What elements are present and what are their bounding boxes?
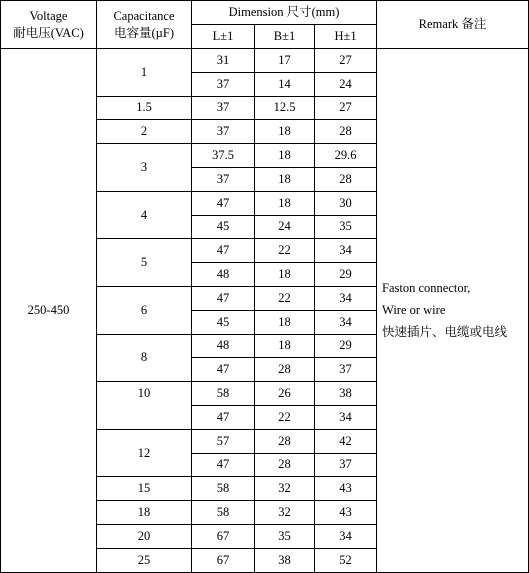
height-cell: 29.6 [315,144,377,168]
breadth-cell: 18 [255,263,315,287]
breadth-cell: 18 [255,120,315,144]
length-cell: 67 [192,548,255,572]
length-cell: 47 [192,191,255,215]
length-cell: 47 [192,239,255,263]
height-cell: 24 [315,72,377,96]
breadth-cell: 18 [255,310,315,334]
height-cell: 34 [315,239,377,263]
remark-line: Faston connector, [382,281,471,296]
capacitance-cell: 2 [97,120,192,144]
length-cell: 37 [192,167,255,191]
length-cell: 37.5 [192,144,255,168]
breadth-cell: 28 [255,358,315,382]
height-cell: 34 [315,310,377,334]
breadth-cell: 18 [255,167,315,191]
height-cell: 29 [315,263,377,287]
height-cell: 28 [315,167,377,191]
breadth-cell: 28 [255,453,315,477]
capacitance-cell: 18 [97,501,192,525]
breadth-cell: 18 [255,191,315,215]
capacitance-header-cn: 电容量(µF) [114,25,174,40]
capacitance-header [97,1,192,49]
height-cell: 29 [315,334,377,358]
breadth-cell: 35 [255,524,315,548]
capacitance-cell: 6 [97,286,192,334]
voltage-cell: 250-450 [1,49,97,573]
length-cell: 58 [192,382,255,406]
breadth-cell: 14 [255,72,315,96]
length-cell: 58 [192,477,255,501]
breadth-cell: 17 [255,49,315,73]
height-cell: 27 [315,49,377,73]
height-cell: 34 [315,524,377,548]
capacitance-cell: 20 [97,524,192,548]
voltage-header [1,1,97,49]
length-cell: 47 [192,286,255,310]
voltage-header-en: Voltage [29,8,68,23]
capacitance-cell: 12 [97,429,192,477]
breadth-cell: 22 [255,239,315,263]
capacitance-cell: 1.5 [97,96,192,120]
capacitance-header-en: Capacitance [113,8,175,23]
capacitance-cell: 4 [97,191,192,239]
breadth-cell: 32 [255,501,315,525]
length-cell: 31 [192,49,255,73]
height-cell: 34 [315,286,377,310]
remark-line: Wire or wire [382,303,446,318]
breadth-cell: 38 [255,548,315,572]
breadth-cell: 32 [255,477,315,501]
capacitance-cell: 10 [97,382,192,430]
length-cell: 47 [192,405,255,429]
capacitance-cell: 25 [97,548,192,572]
remark-header: Remark 备注 [377,1,529,49]
height-cell: 37 [315,358,377,382]
height-cell: 34 [315,405,377,429]
height-cell: 37 [315,453,377,477]
height-cell: 30 [315,191,377,215]
voltage-header-cn: 耐电压(VAC) [13,25,84,40]
breadth-cell: 12.5 [255,96,315,120]
length-header: L±1 [192,25,255,49]
breadth-cell: 22 [255,405,315,429]
capacitance-cell: 5 [97,239,192,287]
length-cell: 48 [192,263,255,287]
length-cell: 47 [192,358,255,382]
breadth-cell: 26 [255,382,315,406]
capacitance-cell: 3 [97,144,192,192]
height-cell: 35 [315,215,377,239]
length-cell: 47 [192,453,255,477]
length-cell: 37 [192,120,255,144]
breadth-cell: 24 [255,215,315,239]
breadth-cell: 18 [255,144,315,168]
length-cell: 45 [192,215,255,239]
length-cell: 67 [192,524,255,548]
height-cell: 42 [315,429,377,453]
capacitance-cell: 1 [97,49,192,97]
height-cell: 43 [315,501,377,525]
length-cell: 45 [192,310,255,334]
height-cell: 28 [315,120,377,144]
remark-line: 快速插片、电缆或电线 [382,325,508,340]
height-cell: 38 [315,382,377,406]
breadth-cell: 18 [255,334,315,358]
breadth-cell: 28 [255,429,315,453]
height-cell: 52 [315,548,377,572]
height-header: H±1 [315,25,377,49]
breadth-cell: 22 [255,286,315,310]
length-cell: 37 [192,72,255,96]
table-row [1,49,529,73]
capacitance-cell: 8 [97,334,192,382]
length-cell: 57 [192,429,255,453]
height-cell: 27 [315,96,377,120]
breadth-header: B±1 [255,25,315,49]
capacitance-cell: 15 [97,477,192,501]
length-cell: 37 [192,96,255,120]
dimension-header: Dimension 尺寸(mm) [192,1,377,25]
height-cell: 43 [315,477,377,501]
length-cell: 58 [192,501,255,525]
length-cell: 48 [192,334,255,358]
remark-cell [377,49,529,573]
